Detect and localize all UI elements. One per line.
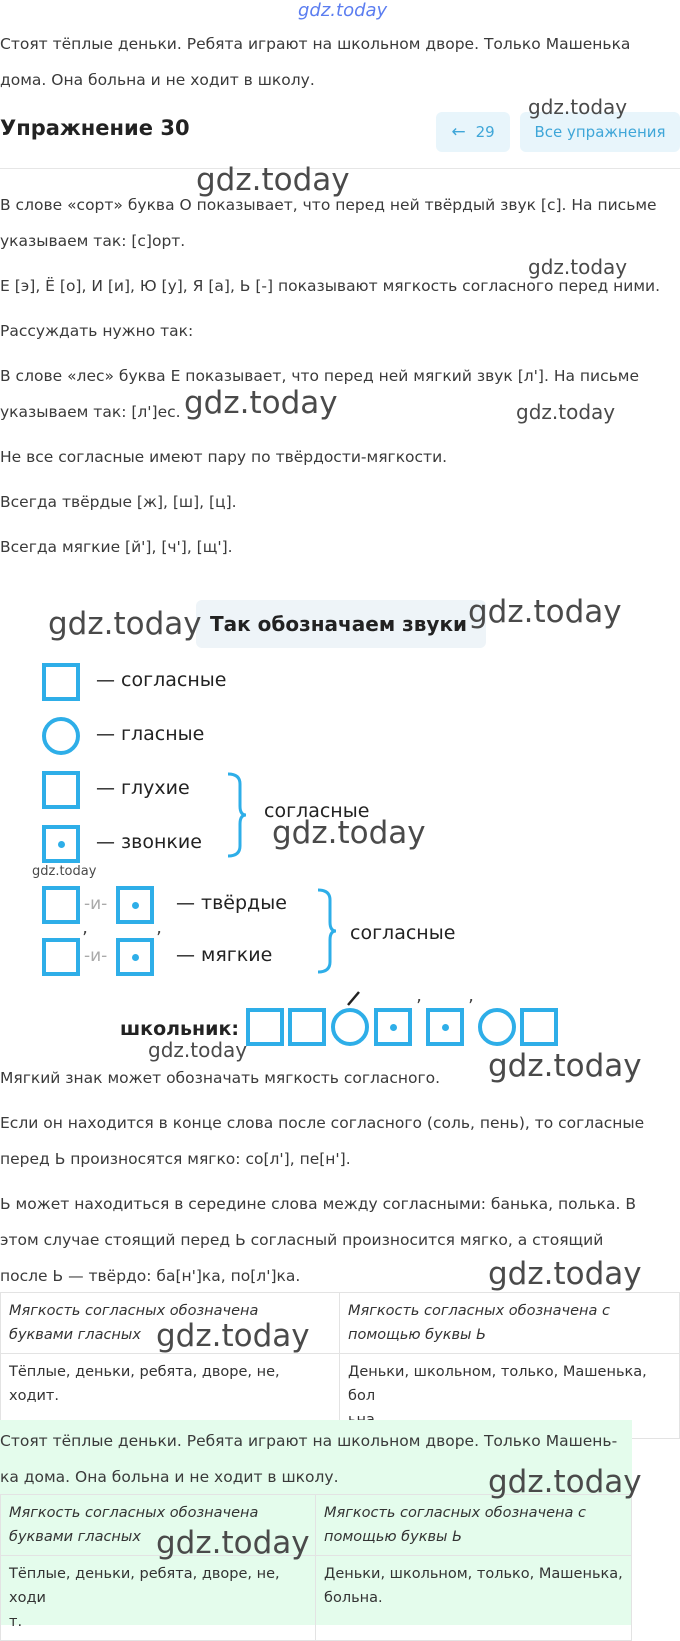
voiced-square-icon [42,825,80,863]
watermark: gdz.today [272,815,426,851]
watermark: gdz.today [468,594,622,630]
theory-p3: Рассуждать нужно так: [0,322,194,340]
after-p2a: Если он находится в конце слова после согласного (соль, пень), то согласные [0,1114,645,1132]
diagram-title: Так обозначаем звуки [210,612,468,636]
watermark: gdz.today [156,1318,310,1354]
group-label-2: согласные [350,922,456,944]
soft-mark-1-icon: ’ [82,928,88,949]
word-sound-6-icon [478,1008,516,1046]
label-hard: — твёрдые [176,892,287,914]
soft-mark-3-icon: ’ [416,996,422,1017]
hard-voiced-square-icon [116,886,154,924]
brace-1-icon [226,772,246,858]
all-exercises-label: Все упражнения [534,123,666,141]
and-label-2: -и- [84,946,108,966]
intro-line-1: Стоят тёплые деньки. Ребята играют на школьном дворе. Только Машенька [0,35,631,53]
watermark: gdz.today [516,400,616,424]
page-title: Упражнение 30 [0,116,190,140]
watermark: gdz.today [184,385,338,421]
theory-p1b: указываем так: [с]орт. [0,232,186,250]
prev-exercise-button[interactable] [436,112,510,152]
word-sound-4-icon [374,1008,412,1046]
watermark: gdz.today [488,1464,642,1500]
table-2 [0,1494,632,1641]
after-p1: Мягкий знак может обозначать мягкость согласного. [0,1069,441,1087]
after-p3b: этом случае стоящий перед Ь согласный произносится мягко, а стоящий [0,1231,604,1249]
table-1-header-1: Мягкость согласных обозначена буквами гласных [1,1293,340,1354]
word-sound-7-icon [520,1008,558,1046]
theory-p2: Е [э], Ё [о], И [и], Ю [у], Я [а], Ь [-] показывают мягкость согласного перед ними. [0,277,661,295]
word-sound-5-icon [426,1008,464,1046]
answer-line-2: ка дома. Она больна и не ходит в школу. [0,1468,339,1486]
after-p2b: перед Ь произносятся мягко: со[л'], пе[н']. [0,1150,351,1168]
label-consonants: — согласные [96,669,227,691]
word-label: школьник: [120,1018,239,1040]
theory-p6: Всегда твёрдые [ж], [ш], [ц]. [0,493,237,511]
prev-exercise-label: 29 [475,123,495,141]
watermark: gdz.today [148,1038,248,1062]
group-label-1: согласные [264,800,370,822]
label-voiceless: — глухие [96,777,190,799]
table-1-cell-2: Деньки, школьном, только, Машенька, бол [340,1354,680,1439]
theory-p5: Не все согласные имеют пару по твёрдости-мягкости. [0,448,448,466]
soft-mark-2-icon: ’ [156,928,162,949]
label-voiced: — звонкие [96,831,202,853]
after-p3a: Ь может находиться в середине слова между согласными: банька, полька. В [0,1195,636,1213]
watermark: gdz.today [528,95,628,119]
watermark: gdz.today [32,864,97,879]
hard-square-icon [42,886,80,924]
word-sound-3-icon [331,1008,369,1046]
soft-mark-4-icon: ’ [468,996,474,1017]
theory-p4a: В слове «лес» буква Е показывает, что перед ней мягкий звук [л']. На письме [0,367,639,385]
theory-p1a: В слове «сорт» буква О показывает, что перед ней твёрдый звук [с]. На письме [0,196,657,214]
label-soft: — мягкие [176,944,273,966]
table-1-header-2: Мягкость согласных обозначена с помощью буквы Ь [340,1293,680,1354]
watermark: gdz.today [156,1525,310,1561]
theory-p4b: указываем так: [л']ес. [0,403,181,421]
watermark: gdz.today [488,1256,642,1292]
word-sound-1-icon [246,1008,284,1046]
intro-line-2: дома. Она больна и не ходит в школу. [0,71,315,89]
brace-2-icon [316,888,336,974]
watermark: gdz.today [488,1048,642,1084]
arrow-left-icon: ← [451,122,466,142]
watermark: gdz.today [196,162,350,198]
and-label-1: -и- [84,894,108,914]
table-2-header-1: Мягкость согласных обозначена буквами гласных [1,1495,316,1556]
table-1-cell-1: Тёплые, деньки, ребята, дворе, не, ходит. [1,1354,340,1439]
voiceless-square-icon [42,771,80,809]
table-row [1,1556,632,1641]
table-2-header-2: Мягкость согласных обозначена с помощью буквы Ь [316,1495,632,1556]
answer-line-1: Стоят тёплые деньки. Ребята играют на школьном дворе. Только Машень- [0,1432,618,1450]
theory-p7: Всегда мягкие [й'], [ч'], [щ']. [0,538,233,556]
after-p3c: после Ь — твёрдо: ба[н']ка, по[л']ка. [0,1267,301,1285]
soft-voiced-square-icon [116,938,154,976]
watermark: gdz.today [48,606,202,642]
word-sound-2-icon [288,1008,326,1046]
stress-mark-icon [346,990,362,1006]
table-1 [0,1292,680,1439]
table-row [1,1495,632,1556]
table-2-cell-2: Деньки, школьном, только, Машенька, больна. [316,1556,632,1641]
soft-square-icon [42,938,80,976]
vowel-circle-icon [42,717,80,755]
watermark: gdz.today [528,255,628,279]
label-vowels: — гласные [96,723,205,745]
table-2-cell-1: Тёплые, деньки, ребята, дворе, не, ходи т. [1,1556,316,1641]
consonant-square-icon [42,663,80,701]
table-row [1,1293,680,1354]
top-watermark: gdz.today [298,0,388,21]
